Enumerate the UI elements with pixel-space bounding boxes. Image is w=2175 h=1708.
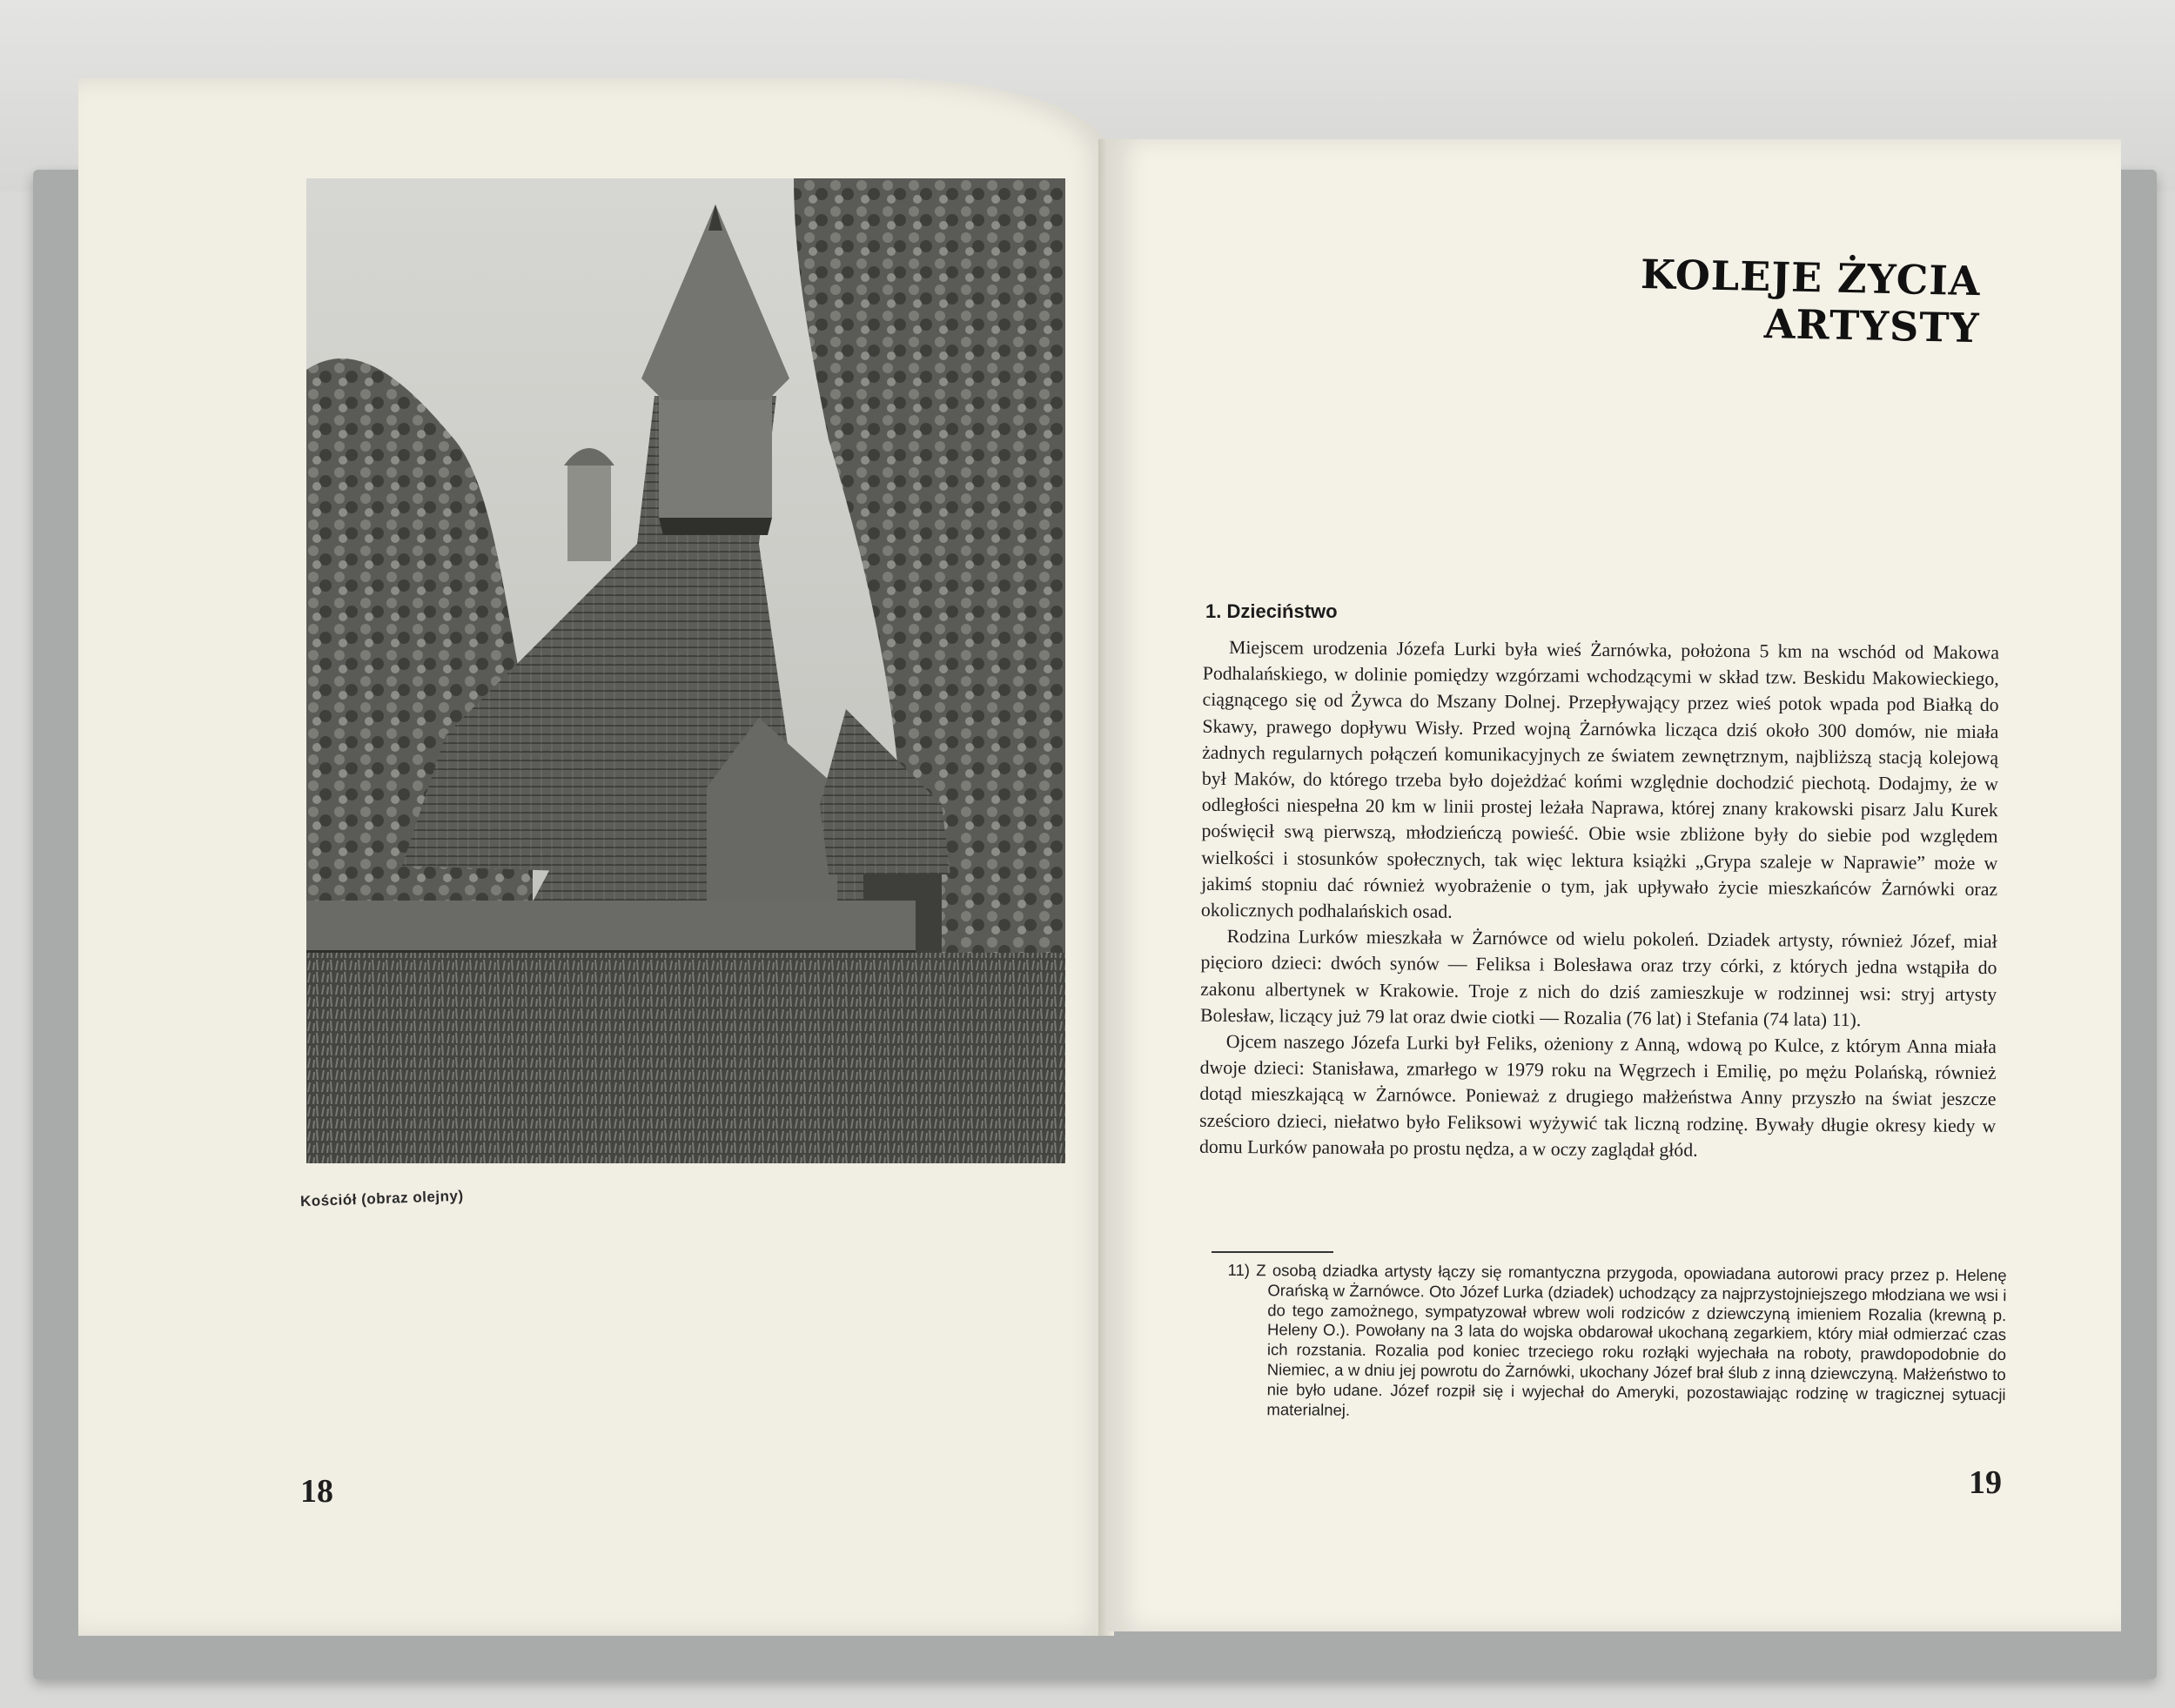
chapter-title: KOLEJE ŻYCIA ARTYSTY [1640,251,1982,352]
footnote-divider [1212,1251,1333,1253]
section-title: 1. Dzieciństwo [1205,600,1338,622]
church-painting-illustration [306,178,1065,1163]
footnote-text: 11) Z osobą dziadka artysty łączy się romantyczna przygoda, opowiadana autorowi pracy przez p. Helenę Orańską w Żarnówce. Oto Józef Lurka (dziadek) uchodzący za najprzystojniejszego młodziana we wsi i do tego zamożnego, sympatyzował wbrew woli rodziców z dziewczyną imieniem Rozalia (krewną p. Heleny O.). Powołany na 3 lata do wojska obdarował ukochaną zegarkiem, który miał odmierzać czas ich rozstania. Rozalia pod koniec trzeciego roku rozłąki wyjechała na roboty, prawdopodobnie do Niemiec, a w dniu jej powrotu do Żarnówki, ukochany Józef brał ślub z inną dziewczyną. Małżeństwo to nie było udane. Józef rozpił się i wyjechał do Ameryki, pozostawiając rodzinę w tragicznej sytuacji materialnej. [1227,1260,2007,1419]
paragraph: Rodzina Lurków mieszkała w Żarnówce od wielu pokoleń. Dziadek artysty, również Józef, miał pięcioro dzieci: dwóch synów — Feliksa i Bolesława oraz trzy córki, z których jedna wstąpiła do zakonu albertynek w Krakowie. Troje z nich do dziś zamieszkuje w rodzinnej wsi: stryj artysty Bolesław, liczący już 79 lat oraz dwie ciotki — Rozalia (76 lat) i Stefania (74 lata) 11). [1199,926,1997,1030]
page-number-left: 18 [300,1473,333,1510]
page-number-right: 19 [1969,1464,2002,1501]
paragraph: Ojcem naszego Józefa Lurki był Feliks, ożeniony z Anną, wdową po Kulce, z którym Anna miała dwoje dzieci: Stanisława, zmarłego w 1979 roku na Węgrzech i Emilię, po mężu Polańską, również dotąd mieszkającą w Żarnówce. Ponieważ z drugiego małżeństwa Anny przyszło na świat jeszcze sześcioro dzieci, niełatwo było Feliksowi wyżywić tak liczną rodzinę. Bywały długie okresy kiedy w domu Lurków panowała po prostu nędza, a w oczy zaglądał głód. [1198,1031,1997,1161]
painting-caption: Kościół (obraz olejny) [299,1187,464,1210]
footnote [1226,1261,2006,1425]
body-text [1199,634,1999,1165]
paragraph: Miejscem urodzenia Józefa Lurki była wieś Żarnówka, położona 5 km na wschód od Makowa Podhalańskiego, w dolinie pomiędzy wzgórzami wchodzącymi w skład tzw. Beskidu Makowieckiego, ciągnącego się od Żywca do Mszany Dolnej. Przepływający przez wieś potok wpada pod Białką do Skawy, prawego dopływu Wisły. Przed wojną Żarnówka licząca dziś około 300 domów, nie miała żadnych regularnych połączeń komunikacyjnych ze światem zewnętrznym, najbliższą stacją kolejową był Maków, do którego trzeba było dojeżdżać końmi względnie dochodzić piechotą. Dodajmy, że w odległości niespełna 20 km w linii prostej leżała Naprawa, której znany krakowski pisarz Jalu Kurek poświęcił swą pierwszą, młodzieńczą powieść. Obie wsie zbliżone były do siebie pod względem wielkości i stosunków społecznych, tak więc lektura książki „Grypa szaleje w Naprawie” może w jakimś stopniu dać również wyobrażenie o tym, jak upływało życie mieszkańców Żarnówki oraz okolicznych podhalańskich osad. [1200,637,2000,922]
